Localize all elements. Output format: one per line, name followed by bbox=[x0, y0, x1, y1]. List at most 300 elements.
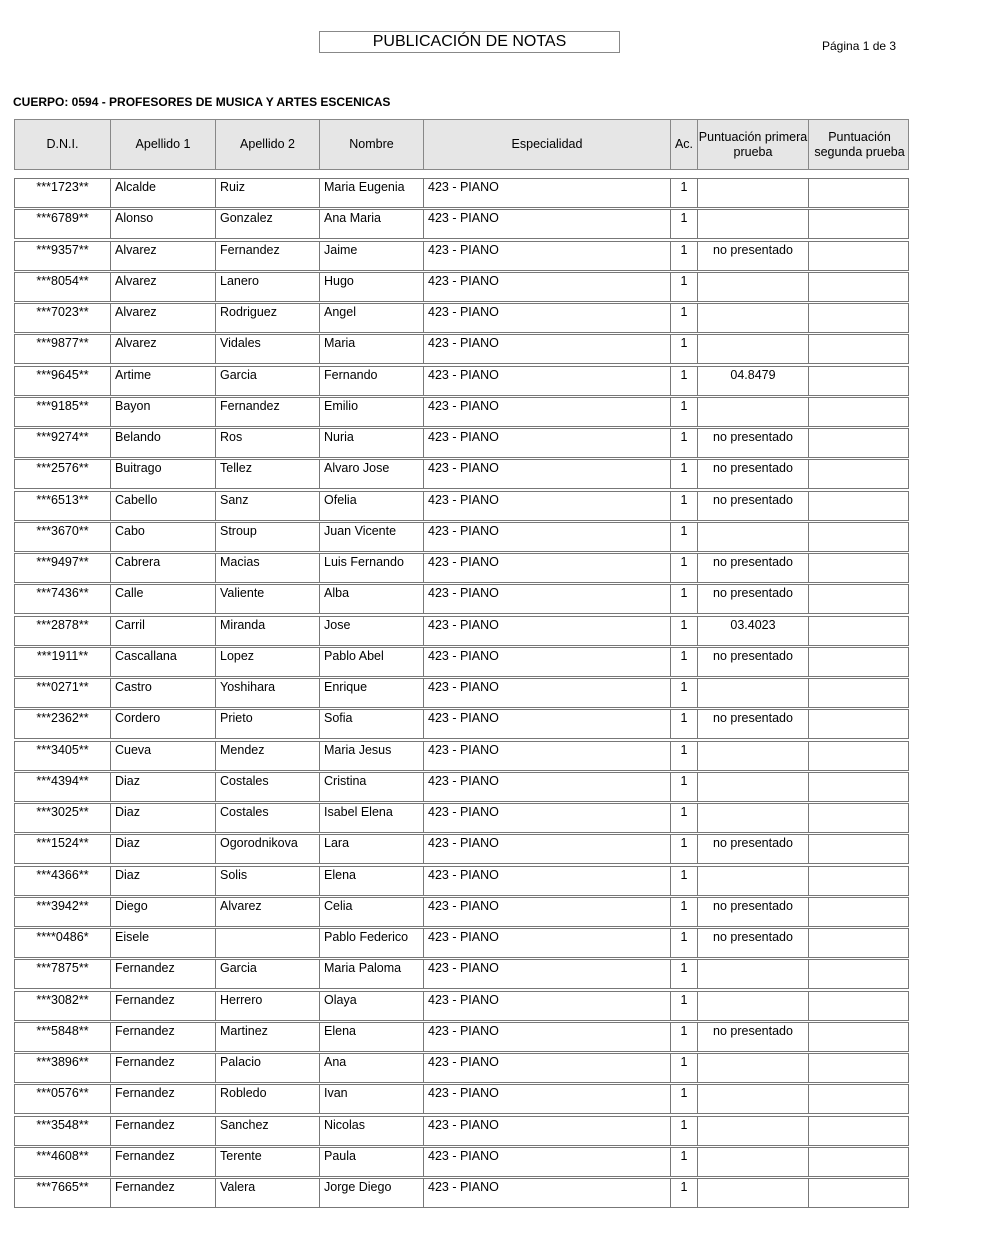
cell-apellido1: Fernandez bbox=[111, 1148, 216, 1176]
cell-apellido1: Alvarez bbox=[111, 335, 216, 363]
cell-nombre: Emilio bbox=[320, 398, 424, 426]
cell-apellido2: Fernandez bbox=[216, 242, 320, 270]
cell-apellido2: Herrero bbox=[216, 992, 320, 1020]
header-especialidad: Especialidad bbox=[424, 120, 671, 169]
cell-apellido2: Miranda bbox=[216, 617, 320, 645]
cell-nombre: Ana Maria bbox=[320, 210, 424, 238]
cell-especialidad: 423 - PIANO bbox=[424, 742, 671, 770]
cell-ac: 1 bbox=[671, 492, 698, 520]
cell-apellido1: Alvarez bbox=[111, 242, 216, 270]
cell-apellido2: Palacio bbox=[216, 1054, 320, 1082]
table-row bbox=[14, 397, 909, 427]
cell-puntuacion-segunda bbox=[809, 867, 910, 895]
cell-apellido1: Cueva bbox=[111, 742, 216, 770]
cell-apellido2: Yoshihara bbox=[216, 679, 320, 707]
cell-ac: 1 bbox=[671, 460, 698, 488]
cell-especialidad: 423 - PIANO bbox=[424, 273, 671, 301]
cell-puntuacion-primera bbox=[698, 804, 809, 832]
cell-nombre: Pablo Abel bbox=[320, 648, 424, 676]
cell-dni: ***3670** bbox=[15, 523, 111, 551]
table-row bbox=[14, 647, 909, 677]
cell-apellido1: Diego bbox=[111, 898, 216, 926]
table-row bbox=[14, 428, 909, 458]
cell-ac: 1 bbox=[671, 992, 698, 1020]
cell-apellido1: Diaz bbox=[111, 773, 216, 801]
cell-apellido2: Costales bbox=[216, 804, 320, 832]
cell-apellido1: Cabello bbox=[111, 492, 216, 520]
cell-apellido1: Cabrera bbox=[111, 554, 216, 582]
cell-puntuacion-primera bbox=[698, 523, 809, 551]
cell-puntuacion-segunda bbox=[809, 242, 910, 270]
cell-ac: 1 bbox=[671, 242, 698, 270]
cell-puntuacion-primera: no presentado bbox=[698, 898, 809, 926]
cell-ac: 1 bbox=[671, 429, 698, 457]
cell-apellido1: Fernandez bbox=[111, 1179, 216, 1207]
cell-ac: 1 bbox=[671, 1117, 698, 1145]
table-row bbox=[14, 1178, 909, 1208]
cell-puntuacion-segunda bbox=[809, 398, 910, 426]
cell-dni: ***9645** bbox=[15, 367, 111, 395]
cell-puntuacion-segunda bbox=[809, 585, 910, 613]
cell-especialidad: 423 - PIANO bbox=[424, 960, 671, 988]
cell-nombre: Lara bbox=[320, 835, 424, 863]
cell-ac: 1 bbox=[671, 367, 698, 395]
table-header bbox=[14, 119, 909, 170]
table-row bbox=[14, 866, 909, 896]
cell-nombre: Luis Fernando bbox=[320, 554, 424, 582]
table-row bbox=[14, 741, 909, 771]
cell-ac: 1 bbox=[671, 679, 698, 707]
table-row bbox=[14, 553, 909, 583]
cell-apellido2: Garcia bbox=[216, 960, 320, 988]
cell-dni: ***0271** bbox=[15, 679, 111, 707]
cell-apellido2: Garcia bbox=[216, 367, 320, 395]
table-row bbox=[14, 1053, 909, 1083]
cell-puntuacion-segunda bbox=[809, 210, 910, 238]
cell-nombre: Ofelia bbox=[320, 492, 424, 520]
cell-apellido1: Castro bbox=[111, 679, 216, 707]
table-row bbox=[14, 1084, 909, 1114]
cell-especialidad: 423 - PIANO bbox=[424, 554, 671, 582]
table-row bbox=[14, 303, 909, 333]
cell-nombre: Nicolas bbox=[320, 1117, 424, 1145]
cell-puntuacion-primera: no presentado bbox=[698, 929, 809, 957]
table-row bbox=[14, 678, 909, 708]
cell-puntuacion-segunda bbox=[809, 273, 910, 301]
cell-apellido2: Valiente bbox=[216, 585, 320, 613]
cell-puntuacion-segunda bbox=[809, 992, 910, 1020]
cell-especialidad: 423 - PIANO bbox=[424, 179, 671, 207]
table-row bbox=[14, 616, 909, 646]
table-row bbox=[14, 803, 909, 833]
cell-ac: 1 bbox=[671, 273, 698, 301]
cell-especialidad: 423 - PIANO bbox=[424, 773, 671, 801]
cell-puntuacion-primera bbox=[698, 1054, 809, 1082]
cell-nombre: Maria Paloma bbox=[320, 960, 424, 988]
cell-apellido2: Gonzalez bbox=[216, 210, 320, 238]
cell-apellido1: Alvarez bbox=[111, 273, 216, 301]
cell-puntuacion-segunda bbox=[809, 804, 910, 832]
cell-ac: 1 bbox=[671, 804, 698, 832]
cell-especialidad: 423 - PIANO bbox=[424, 1023, 671, 1051]
cell-apellido1: Fernandez bbox=[111, 1085, 216, 1113]
cell-puntuacion-primera bbox=[698, 867, 809, 895]
header-apellido2: Apellido 2 bbox=[216, 120, 320, 169]
cell-puntuacion-primera: no presentado bbox=[698, 242, 809, 270]
cell-puntuacion-primera bbox=[698, 273, 809, 301]
cell-especialidad: 423 - PIANO bbox=[424, 835, 671, 863]
cell-dni: ***2878** bbox=[15, 617, 111, 645]
cell-ac: 1 bbox=[671, 1148, 698, 1176]
cell-apellido2: Vidales bbox=[216, 335, 320, 363]
cell-puntuacion-primera bbox=[698, 398, 809, 426]
cell-nombre: Cristina bbox=[320, 773, 424, 801]
table-row bbox=[14, 1147, 909, 1177]
cell-dni: ***8054** bbox=[15, 273, 111, 301]
cell-dni: ***4608** bbox=[15, 1148, 111, 1176]
cell-apellido2: Martinez bbox=[216, 1023, 320, 1051]
table-row bbox=[14, 1116, 909, 1146]
cell-puntuacion-segunda bbox=[809, 742, 910, 770]
cell-apellido1: Eisele bbox=[111, 929, 216, 957]
cell-dni: ***9877** bbox=[15, 335, 111, 363]
cell-puntuacion-segunda bbox=[809, 960, 910, 988]
cell-ac: 1 bbox=[671, 304, 698, 332]
cell-dni: ***3082** bbox=[15, 992, 111, 1020]
cell-apellido1: Cascallana bbox=[111, 648, 216, 676]
cell-ac: 1 bbox=[671, 960, 698, 988]
cell-nombre: Juan Vicente bbox=[320, 523, 424, 551]
cell-nombre: Angel bbox=[320, 304, 424, 332]
cell-puntuacion-primera bbox=[698, 679, 809, 707]
header-nombre: Nombre bbox=[320, 120, 424, 169]
cell-apellido1: Fernandez bbox=[111, 1117, 216, 1145]
cell-dni: ***5848** bbox=[15, 1023, 111, 1051]
cell-apellido1: Fernandez bbox=[111, 960, 216, 988]
cell-dni: ***3025** bbox=[15, 804, 111, 832]
cell-apellido1: Fernandez bbox=[111, 992, 216, 1020]
cell-apellido2: Terente bbox=[216, 1148, 320, 1176]
table-row bbox=[14, 928, 909, 958]
cell-especialidad: 423 - PIANO bbox=[424, 929, 671, 957]
cell-especialidad: 423 - PIANO bbox=[424, 335, 671, 363]
cell-apellido1: Cordero bbox=[111, 710, 216, 738]
cuerpo-heading: CUERPO: 0594 - PROFESORES DE MUSICA Y ARTES ESCENICAS bbox=[13, 95, 391, 109]
cell-dni: ***7665** bbox=[15, 1179, 111, 1207]
cell-apellido2: Robledo bbox=[216, 1085, 320, 1113]
cell-dni: ***9497** bbox=[15, 554, 111, 582]
cell-apellido1: Diaz bbox=[111, 835, 216, 863]
header-puntuacion-primera: Puntuación primera prueba bbox=[698, 120, 809, 169]
cell-nombre: Elena bbox=[320, 867, 424, 895]
cell-apellido2: Stroup bbox=[216, 523, 320, 551]
cell-puntuacion-segunda bbox=[809, 492, 910, 520]
cell-ac: 1 bbox=[671, 335, 698, 363]
cell-puntuacion-segunda bbox=[809, 179, 910, 207]
cell-nombre: Maria Eugenia bbox=[320, 179, 424, 207]
cell-apellido1: Belando bbox=[111, 429, 216, 457]
cell-especialidad: 423 - PIANO bbox=[424, 429, 671, 457]
cell-dni: ***6789** bbox=[15, 210, 111, 238]
table-row bbox=[14, 1022, 909, 1052]
table-row bbox=[14, 334, 909, 364]
cell-puntuacion-primera: no presentado bbox=[698, 429, 809, 457]
cell-puntuacion-segunda bbox=[809, 554, 910, 582]
cell-puntuacion-primera bbox=[698, 1179, 809, 1207]
table-row bbox=[14, 209, 909, 239]
cell-especialidad: 423 - PIANO bbox=[424, 585, 671, 613]
cell-ac: 1 bbox=[671, 1179, 698, 1207]
cell-nombre: Elena bbox=[320, 1023, 424, 1051]
cell-ac: 1 bbox=[671, 398, 698, 426]
cell-apellido2: Ruiz bbox=[216, 179, 320, 207]
cell-puntuacion-primera: no presentado bbox=[698, 585, 809, 613]
cell-dni: ***1524** bbox=[15, 835, 111, 863]
cell-especialidad: 423 - PIANO bbox=[424, 898, 671, 926]
cell-apellido2: Lanero bbox=[216, 273, 320, 301]
cell-especialidad: 423 - PIANO bbox=[424, 210, 671, 238]
cell-apellido1: Fernandez bbox=[111, 1023, 216, 1051]
cell-dni: ***9274** bbox=[15, 429, 111, 457]
cell-puntuacion-segunda bbox=[809, 429, 910, 457]
header-dni: D.N.I. bbox=[15, 120, 111, 169]
cell-apellido1: Calle bbox=[111, 585, 216, 613]
table-row bbox=[14, 897, 909, 927]
cell-especialidad: 423 - PIANO bbox=[424, 679, 671, 707]
cell-nombre: Jose bbox=[320, 617, 424, 645]
table-row bbox=[14, 272, 909, 302]
cell-especialidad: 423 - PIANO bbox=[424, 710, 671, 738]
cell-puntuacion-primera: no presentado bbox=[698, 648, 809, 676]
cell-especialidad: 423 - PIANO bbox=[424, 1117, 671, 1145]
cell-puntuacion-primera: no presentado bbox=[698, 710, 809, 738]
cell-puntuacion-segunda bbox=[809, 335, 910, 363]
cell-puntuacion-segunda bbox=[809, 617, 910, 645]
cell-especialidad: 423 - PIANO bbox=[424, 1085, 671, 1113]
cell-ac: 1 bbox=[671, 1085, 698, 1113]
cell-nombre: Paula bbox=[320, 1148, 424, 1176]
cell-dni: ***6513** bbox=[15, 492, 111, 520]
cell-puntuacion-primera: no presentado bbox=[698, 554, 809, 582]
cell-puntuacion-segunda bbox=[809, 1179, 910, 1207]
cell-dni: ***1911** bbox=[15, 648, 111, 676]
cell-apellido2: Mendez bbox=[216, 742, 320, 770]
cell-especialidad: 423 - PIANO bbox=[424, 460, 671, 488]
cell-dni: ***0576** bbox=[15, 1085, 111, 1113]
cell-puntuacion-primera: 03.4023 bbox=[698, 617, 809, 645]
cell-puntuacion-primera bbox=[698, 742, 809, 770]
cell-apellido1: Alcalde bbox=[111, 179, 216, 207]
cell-apellido2 bbox=[216, 929, 320, 957]
cell-apellido2: Valera bbox=[216, 1179, 320, 1207]
cell-apellido2: Ogorodnikova bbox=[216, 835, 320, 863]
cell-puntuacion-segunda bbox=[809, 710, 910, 738]
cell-ac: 1 bbox=[671, 773, 698, 801]
cell-ac: 1 bbox=[671, 1023, 698, 1051]
cell-nombre: Jaime bbox=[320, 242, 424, 270]
page-number: Página 1 de 3 bbox=[822, 39, 897, 53]
cell-dni: ***9185** bbox=[15, 398, 111, 426]
cell-ac: 1 bbox=[671, 554, 698, 582]
cell-puntuacion-primera: no presentado bbox=[698, 460, 809, 488]
table-row bbox=[14, 178, 909, 208]
cell-especialidad: 423 - PIANO bbox=[424, 617, 671, 645]
cell-puntuacion-segunda bbox=[809, 523, 910, 551]
cell-ac: 1 bbox=[671, 179, 698, 207]
table-row bbox=[14, 709, 909, 739]
cell-puntuacion-segunda bbox=[809, 460, 910, 488]
cell-ac: 1 bbox=[671, 867, 698, 895]
cell-nombre: Ivan bbox=[320, 1085, 424, 1113]
cell-puntuacion-primera: no presentado bbox=[698, 835, 809, 863]
cell-puntuacion-segunda bbox=[809, 304, 910, 332]
cell-nombre: Ana bbox=[320, 1054, 424, 1082]
cell-ac: 1 bbox=[671, 835, 698, 863]
cell-apellido1: Alonso bbox=[111, 210, 216, 238]
cell-especialidad: 423 - PIANO bbox=[424, 523, 671, 551]
cell-ac: 1 bbox=[671, 929, 698, 957]
cell-puntuacion-segunda bbox=[809, 679, 910, 707]
cell-apellido1: Alvarez bbox=[111, 304, 216, 332]
table-row bbox=[14, 491, 909, 521]
cell-especialidad: 423 - PIANO bbox=[424, 1148, 671, 1176]
cell-apellido1: Bayon bbox=[111, 398, 216, 426]
cell-nombre: Olaya bbox=[320, 992, 424, 1020]
cell-ac: 1 bbox=[671, 1054, 698, 1082]
cell-nombre: Hugo bbox=[320, 273, 424, 301]
cell-especialidad: 423 - PIANO bbox=[424, 648, 671, 676]
cell-apellido2: Lopez bbox=[216, 648, 320, 676]
cell-especialidad: 423 - PIANO bbox=[424, 1179, 671, 1207]
cell-apellido2: Sanz bbox=[216, 492, 320, 520]
cell-puntuacion-segunda bbox=[809, 648, 910, 676]
cell-especialidad: 423 - PIANO bbox=[424, 867, 671, 895]
cell-apellido1: Buitrago bbox=[111, 460, 216, 488]
cell-dni: ***9357** bbox=[15, 242, 111, 270]
cell-apellido2: Rodriguez bbox=[216, 304, 320, 332]
cell-dni: ***7023** bbox=[15, 304, 111, 332]
cell-puntuacion-primera: no presentado bbox=[698, 492, 809, 520]
cell-especialidad: 423 - PIANO bbox=[424, 492, 671, 520]
cell-nombre: Alba bbox=[320, 585, 424, 613]
cell-puntuacion-primera bbox=[698, 210, 809, 238]
cell-apellido2: Prieto bbox=[216, 710, 320, 738]
cell-nombre: Fernando bbox=[320, 367, 424, 395]
cell-puntuacion-primera bbox=[698, 773, 809, 801]
cell-nombre: Celia bbox=[320, 898, 424, 926]
cell-dni: ***1723** bbox=[15, 179, 111, 207]
cell-nombre: Sofia bbox=[320, 710, 424, 738]
cell-dni: ***2576** bbox=[15, 460, 111, 488]
cell-nombre: Enrique bbox=[320, 679, 424, 707]
cell-dni: ***4394** bbox=[15, 773, 111, 801]
cell-nombre: Maria Jesus bbox=[320, 742, 424, 770]
cell-nombre: Jorge Diego bbox=[320, 1179, 424, 1207]
cell-dni: ***3942** bbox=[15, 898, 111, 926]
cell-especialidad: 423 - PIANO bbox=[424, 242, 671, 270]
cell-dni: ***2362** bbox=[15, 710, 111, 738]
table-row bbox=[14, 834, 909, 864]
cell-apellido1: Diaz bbox=[111, 867, 216, 895]
cell-nombre: Pablo Federico bbox=[320, 929, 424, 957]
cell-puntuacion-primera bbox=[698, 1117, 809, 1145]
cell-dni: ***7875** bbox=[15, 960, 111, 988]
cell-apellido1: Diaz bbox=[111, 804, 216, 832]
cell-apellido1: Artime bbox=[111, 367, 216, 395]
cell-puntuacion-primera bbox=[698, 960, 809, 988]
cell-apellido2: Solis bbox=[216, 867, 320, 895]
cell-apellido2: Costales bbox=[216, 773, 320, 801]
header-apellido1: Apellido 1 bbox=[111, 120, 216, 169]
cell-puntuacion-segunda bbox=[809, 898, 910, 926]
cell-puntuacion-segunda bbox=[809, 1023, 910, 1051]
cell-puntuacion-primera bbox=[698, 1085, 809, 1113]
cell-especialidad: 423 - PIANO bbox=[424, 992, 671, 1020]
cell-dni: ***7436** bbox=[15, 585, 111, 613]
cell-puntuacion-primera: 04.8479 bbox=[698, 367, 809, 395]
cell-apellido1: Fernandez bbox=[111, 1054, 216, 1082]
cell-ac: 1 bbox=[671, 898, 698, 926]
cell-puntuacion-segunda bbox=[809, 1054, 910, 1082]
cell-dni: ***3896** bbox=[15, 1054, 111, 1082]
cell-apellido2: Tellez bbox=[216, 460, 320, 488]
cell-apellido2: Ros bbox=[216, 429, 320, 457]
cell-puntuacion-segunda bbox=[809, 1148, 910, 1176]
page-title: PUBLICACIÓN DE NOTAS bbox=[319, 31, 620, 53]
header-puntuacion-segunda: Puntuación segunda prueba bbox=[814, 129, 905, 159]
table-row bbox=[14, 459, 909, 489]
cell-dni: ***4366** bbox=[15, 867, 111, 895]
header-ac: Ac. bbox=[671, 120, 698, 169]
cell-puntuacion-segunda bbox=[809, 773, 910, 801]
cell-puntuacion-segunda bbox=[809, 367, 910, 395]
cell-puntuacion-segunda bbox=[809, 1085, 910, 1113]
cell-apellido2: Macias bbox=[216, 554, 320, 582]
table-row bbox=[14, 959, 909, 989]
cell-nombre: Nuria bbox=[320, 429, 424, 457]
cell-puntuacion-primera bbox=[698, 992, 809, 1020]
table-row bbox=[14, 584, 909, 614]
cell-especialidad: 423 - PIANO bbox=[424, 1054, 671, 1082]
cell-puntuacion-primera bbox=[698, 335, 809, 363]
cell-apellido1: Carril bbox=[111, 617, 216, 645]
cell-ac: 1 bbox=[671, 648, 698, 676]
cell-apellido2: Fernandez bbox=[216, 398, 320, 426]
cell-dni: ****0486* bbox=[15, 929, 111, 957]
table-row bbox=[14, 522, 909, 552]
cell-apellido1: Cabo bbox=[111, 523, 216, 551]
cell-nombre: Alvaro Jose bbox=[320, 460, 424, 488]
cell-apellido2: Sanchez bbox=[216, 1117, 320, 1145]
table-row bbox=[14, 366, 909, 396]
cell-nombre: Maria bbox=[320, 335, 424, 363]
cell-ac: 1 bbox=[671, 617, 698, 645]
cell-apellido2: Alvarez bbox=[216, 898, 320, 926]
cell-puntuacion-primera bbox=[698, 1148, 809, 1176]
cell-nombre: Isabel Elena bbox=[320, 804, 424, 832]
cell-puntuacion-segunda bbox=[809, 929, 910, 957]
cell-ac: 1 bbox=[671, 710, 698, 738]
cell-ac: 1 bbox=[671, 742, 698, 770]
cell-especialidad: 423 - PIANO bbox=[424, 367, 671, 395]
cell-especialidad: 423 - PIANO bbox=[424, 304, 671, 332]
cell-ac: 1 bbox=[671, 585, 698, 613]
cell-dni: ***3405** bbox=[15, 742, 111, 770]
cell-especialidad: 423 - PIANO bbox=[424, 398, 671, 426]
cell-ac: 1 bbox=[671, 210, 698, 238]
table-row bbox=[14, 241, 909, 271]
table-row bbox=[14, 772, 909, 802]
